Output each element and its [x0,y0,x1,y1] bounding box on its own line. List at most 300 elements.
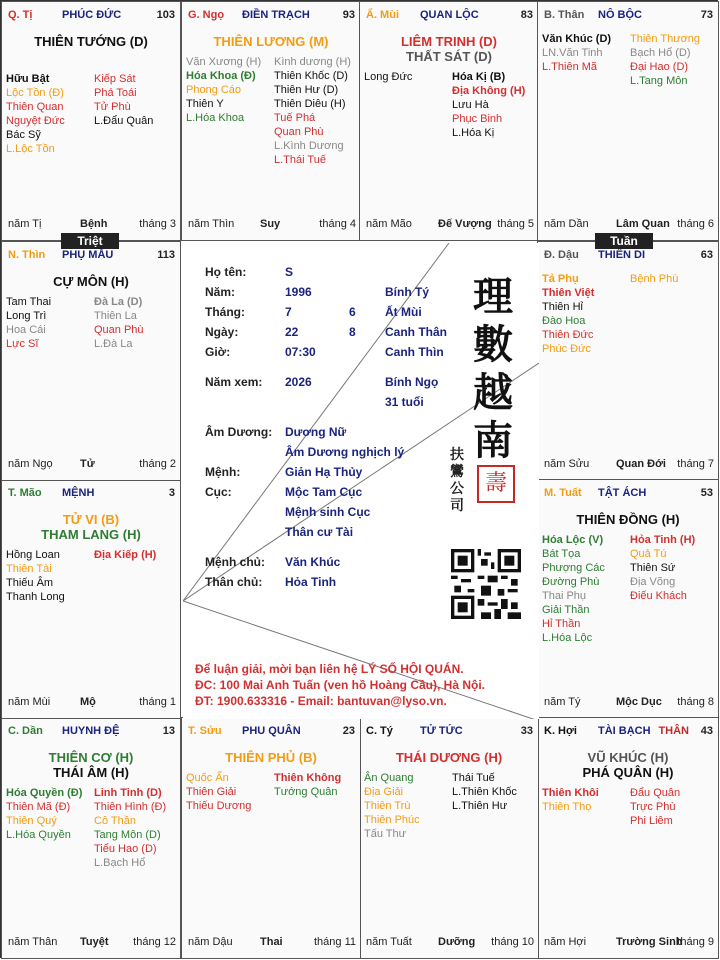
minor-star: L.Kình Dương [274,140,344,152]
palace-name: THIÊN DI [598,249,646,261]
palace-header [188,725,355,739]
palace-footer [8,936,176,950]
minor-star: Quan Phù [274,126,324,138]
main-stars [360,34,538,64]
minor-star: Quốc Ấn [186,772,229,784]
minor-star: Kiếp Sát [94,73,136,85]
minor-star: Thiên Giải [186,786,237,798]
palace-year: năm Hợi [544,936,587,948]
palace-footer [544,458,714,472]
minor-star: Bệnh Phù [630,273,679,285]
year-value: 1996 [285,285,312,299]
minor-star: Đẩu Quân [630,787,681,799]
palace-header [544,487,713,501]
minor-star: L.Thiên Khốc [452,786,517,798]
menh-chu-label: Mệnh chủ: [205,555,265,569]
minor-star: Địa Kiếp (H) [94,549,157,561]
trang-sinh-stage: Lâm Quan [616,218,670,230]
minor-star: L.Bạch Hổ [94,857,146,869]
palace-cell[interactable] [1,241,181,481]
am-duong-label: Âm Dương: [205,425,273,439]
main-star: VŨ KHÚC (H) [587,750,669,765]
minor-star: Quả Tú [630,548,667,560]
palace-footer [8,696,176,710]
minor-star-column [94,295,181,351]
trang-sinh-stage: Tuyệt [80,936,109,948]
minor-star: Phúc Đức [542,343,591,355]
minor-star: Thiếu Dương [186,800,252,812]
minor-star: Giải Thần [542,604,590,616]
contact-info [195,661,485,709]
palace-age-number: 23 [342,725,355,737]
minor-star: Phong Cáo [186,84,242,96]
palace-month: tháng 5 [497,218,534,230]
minor-star: Tấu Thư [364,828,407,840]
minor-star-column [630,32,718,88]
minor-star: LN.Văn Tinh [542,47,603,59]
main-star: THIÊN PHỦ (B) [225,750,317,765]
than-marker: THÂN [658,725,689,737]
minor-star: Cô Thần [94,815,136,827]
palace-year: năm Sửu [544,458,590,470]
main-star: LIÊM TRINH (D) [400,34,498,49]
minor-star-column [364,771,452,841]
logo-sub-3: 公 [450,481,464,497]
minor-star: L.Thái Tuế [274,154,326,166]
minor-star-column [274,55,361,167]
minor-star-column [542,272,630,356]
minor-star: Văn Khúc (D) [542,33,612,45]
minor-star: Hồng Loan [6,549,60,561]
palace-year: năm Ngọ [8,458,53,470]
minor-star: Thiên Thương [630,33,701,45]
minor-star: Lộc Tồn (Đ) [6,87,64,99]
palace-name: TẬT ÁCH [598,487,647,499]
palace-age-number: 103 [156,9,175,21]
palace-footer [544,218,714,232]
palace-cell[interactable] [537,717,719,959]
qr-code-icon[interactable] [451,549,521,619]
palace-year: năm Thân [8,936,58,948]
minor-star-column [364,70,452,84]
palace-header [8,9,175,23]
center-info-panel [183,243,539,719]
palace-name: PHỤ MẪU [62,249,114,261]
minor-star: Thiên Diêu (H) [274,98,346,110]
palace-name: HUYNH ĐỆ [62,725,120,737]
trang-sinh-stage: Bệnh [80,218,108,230]
palace-header [366,725,533,739]
palace-can-chi: T. Sửu [188,725,222,737]
triet-badge: Triệt [61,233,119,249]
minor-star: Kình dương (H) [274,56,351,68]
minor-star: L.Thiên Mã [542,61,598,73]
age-value: 31 tuổi [385,395,424,409]
main-star: THIÊN ĐỒNG (H) [576,512,680,527]
minor-star: Ân Quang [364,772,414,784]
palace-footer [188,218,356,232]
minor-star: Đào Hoa [542,315,586,327]
minor-star: Đại Hao (D) [630,61,689,73]
palace-age-number: 53 [700,487,713,499]
main-stars [182,750,360,765]
minor-star: Địa Võng [630,576,676,588]
minor-star: Thiên Khốc (D) [274,70,348,82]
contact-address: ĐC: 100 Mai Anh Tuấn (ven hồ Hoàng Cầu), Hà Nội. [195,678,486,692]
palace-cell[interactable] [537,1,719,241]
minor-star: Thiên Trù [364,800,411,812]
palace-can-chi: G. Ngọ [188,9,225,21]
minor-star: Thái Tuế [452,772,495,784]
minor-star: L.Thiên Hư [452,800,508,812]
minor-star: Thiên Quan [6,101,64,113]
minor-star: L.Lộc Tồn [6,143,55,155]
main-star: PHÁ QUÂN (H) [582,765,674,780]
palace-cell[interactable] [181,717,361,959]
main-stars [538,750,718,780]
palace-footer [8,218,176,232]
minor-star: Thiên Việt [542,287,595,299]
minor-star: Thiên Hư (D) [274,84,339,96]
main-stars [360,750,538,765]
palace-footer [366,936,534,950]
minor-star: Phục Binh [452,113,503,125]
palace-cell[interactable] [537,479,719,719]
hour-label: Giờ: [205,345,231,359]
minor-star: Thai Phụ [542,590,587,602]
ly-so-viet-nam-logo [468,273,518,465]
minor-star: Hỏa Tinh (H) [630,534,696,546]
palace-name: TỬ TỨC [420,725,463,737]
logo-char-4: 南 [473,417,513,464]
seal-char: 壽 [484,471,507,496]
minor-star: Thiếu Âm [6,577,54,589]
palace-month: tháng 11 [313,936,356,948]
minor-star: Đà La (D) [94,296,143,308]
minor-star: Nguyệt Đức [6,115,65,127]
red-seal-icon [477,465,515,503]
trang-sinh-stage: Mộc Dục [616,696,662,708]
minor-star-column [6,786,94,842]
palace-can-chi: Đ. Dậu [544,249,579,261]
palace-name: MỆNH [62,487,95,499]
day-label: Ngày: [205,325,239,339]
logo-sub-1: 扶 [450,447,464,463]
cuc-label: Cục: [205,485,232,499]
month-lunar: Ất Mùi [385,305,422,319]
minor-star: Phá Toái [94,87,137,99]
minor-star: Thiên Phúc [364,814,420,826]
minor-star: Long Trì [6,310,47,322]
minor-star: Tả Phụ [542,273,579,285]
minor-star-column [186,771,274,813]
palace-can-chi: Q. Tị [8,9,33,21]
palace-can-chi: C. Tý [366,725,393,737]
minor-star-column [452,771,539,813]
cuc-value: Mộc Tam Cục [285,485,363,499]
palace-age-number: 3 [168,487,175,499]
day-lunar-num: 8 [349,325,356,339]
palace-year: năm Tuất [366,936,412,948]
main-star: THIÊN CƠ (H) [48,750,134,765]
minor-star: Văn Xương (H) [186,56,262,68]
palace-cell[interactable] [1,479,181,719]
than-chu-value: Hỏa Tinh [285,575,337,589]
palace-age-number: 33 [520,725,533,737]
palace-header [544,725,713,739]
main-star: THÁI DƯƠNG (H) [395,750,503,765]
minor-star: Thiên Hỉ [542,301,583,313]
palace-cell[interactable] [1,717,181,959]
minor-star-column [6,548,94,604]
minor-star-column [274,771,361,799]
palace-can-chi: K. Hợi [544,725,577,737]
logo-sub-4: 司 [450,498,464,514]
minor-star: Hoa Cái [6,324,46,336]
palace-header [366,9,533,23]
minor-star: Hóa Kị (B) [452,71,506,83]
minor-star: Phượng Các [542,562,605,574]
minor-star: Thiên Đức [542,329,594,341]
minor-star: Địa Không (H) [452,85,526,97]
minor-star: Thiên Tài [6,563,52,575]
minor-star: Tử Phù [94,101,131,113]
logo-char-1: 理 [473,273,513,320]
minor-star-column [94,786,181,870]
minor-star: Linh Tinh (D) [94,787,162,799]
minor-star-column [186,55,274,125]
palace-footer [188,936,356,950]
menh-value: Giản Hạ Thủy [285,465,363,479]
minor-star: Thanh Long [6,591,65,603]
logo-char-2: 數 [473,321,513,368]
minor-star-column [94,548,181,562]
palace-month: tháng 6 [677,218,714,230]
minor-star: Tang Môn (D) [94,829,161,841]
palace-year: năm Mão [366,218,412,230]
main-star: CỰ MÔN (H) [53,274,129,289]
than-cu-note: Thân cư Tài [285,525,354,539]
palace-name: PHÚC ĐỨC [62,9,122,21]
minor-star: Địa Giải [364,786,404,798]
palace-month: tháng 3 [139,218,176,230]
month-lunar-num: 6 [349,305,356,319]
palace-cell[interactable] [181,1,361,241]
minor-star: Hỉ Thần [542,618,581,630]
palace-year: năm Dần [544,218,589,230]
name-label: Họ tên: [205,265,247,279]
minor-star: L.Đà La [94,338,133,350]
minor-star: Bát Tọa [542,548,581,560]
minor-star: Bạch Hổ (D) [630,47,691,59]
main-stars [538,512,718,527]
minor-star-column [542,533,630,645]
minor-star: Thiên Quý [6,815,57,827]
palace-month: tháng 4 [319,218,356,230]
month-label: Tháng: [205,305,245,319]
minor-star: Hóa Quyền (Đ) [6,787,83,799]
trang-sinh-stage: Thai [260,936,283,948]
minor-star-column [630,533,718,603]
palace-year: năm Thìn [188,218,235,230]
palace-month: tháng 10 [491,936,534,948]
view-year-lunar: Bính Ngọ [385,375,439,389]
palace-year: năm Mùi [8,696,51,708]
hour-value: 07:30 [285,345,316,359]
palace-cell[interactable] [359,1,539,241]
day-lunar: Canh Thân [385,325,447,339]
palace-header [8,725,175,739]
minor-star-column [630,786,718,828]
palace-name: PHU QUÂN [242,725,301,737]
am-duong-value: Dương Nữ [285,425,347,439]
minor-star: Tướng Quân [274,786,338,798]
palace-month: tháng 8 [677,696,714,708]
palace-name: TÀI BẠCH [598,725,651,737]
palace-cell[interactable] [537,241,719,481]
palace-age-number: 13 [162,725,175,737]
year-label: Năm: [205,285,236,299]
trang-sinh-stage: Trường Sinh [616,936,683,948]
day-value: 22 [285,325,299,339]
logo-subtext [445,447,469,515]
main-star: THẤT SÁT (D) [406,49,492,64]
contact-phone-email[interactable]: ĐT: 1900.633316 - Email: bantuvan@lyso.vn. [195,694,447,708]
year-lunar: Bính Tý [385,285,429,299]
trang-sinh-stage: Đế Vượng [438,218,492,230]
minor-star: L.Hóa Quyền [6,829,71,841]
palace-age-number: 63 [700,249,713,261]
month-value: 7 [285,305,292,319]
main-stars [2,512,180,542]
minor-star: Thiên Sứ [630,562,676,574]
minor-star: L.Đẩu Quân [94,115,154,127]
palace-month: tháng 1 [139,696,176,708]
palace-footer [366,218,534,232]
palace-footer [544,936,714,950]
trang-sinh-stage: Dưỡng [438,936,476,948]
minor-star: Thiên Hình (Đ) [94,801,167,813]
palace-year: năm Tị [8,218,42,230]
palace-can-chi: N. Thìn [8,249,46,261]
main-star: THÁI ÂM (H) [53,765,129,780]
palace-age-number: 93 [342,9,355,21]
palace-month: tháng 7 [677,458,714,470]
minor-star-column [94,72,181,128]
palace-can-chi: Ấ. Mùi [366,9,399,21]
minor-star-column [542,32,630,74]
am-duong-note: Âm Dương nghịch lý [285,445,405,459]
palace-can-chi: B. Thân [544,9,585,21]
minor-star: Long Đức [364,71,413,83]
minor-star: L.Hóa Khoa [186,112,245,124]
trang-sinh-stage: Quan Đới [616,458,666,470]
palace-age-number: 73 [700,9,713,21]
palace-header [188,9,355,23]
contact-line-1: Để luận giải, mời bạn liên hệ LÝ SỐ HỘI QUÁN. [195,662,464,676]
logo-char-3: 越 [473,369,513,416]
minor-star: L.Hóa Lộc [542,632,593,644]
palace-cell[interactable] [1,1,181,241]
palace-month: tháng 2 [139,458,176,470]
minor-star: Lực Sĩ [6,338,39,350]
minor-star: Thiên Mã (Đ) [6,801,71,813]
minor-star: Thiên La [94,310,137,322]
palace-name: QUAN LỘC [420,9,479,21]
view-year-label: Năm xem: [205,375,263,389]
main-stars [182,34,360,49]
palace-year: năm Tý [544,696,581,708]
palace-header [8,249,175,263]
view-year-value: 2026 [285,375,312,389]
palace-age-number: 113 [157,249,175,261]
minor-star: Hữu Bật [6,73,50,85]
minor-star: Tam Thai [6,296,52,308]
palace-month: tháng 9 [677,936,714,948]
main-star: THAM LANG (H) [41,527,141,542]
menh-label: Mệnh: [205,465,241,479]
minor-star: Tiểu Hao (D) [94,843,157,855]
minor-star: Tuế Phá [274,112,316,124]
palace-name: ĐIỀN TRẠCH [242,9,310,21]
palace-header [544,9,713,23]
logo-sub-2: 鸞 [450,464,464,480]
menh-chu-value: Văn Khúc [285,555,341,569]
minor-star: Trực Phù [630,801,676,813]
main-star: THIÊN LƯƠNG (M) [213,34,329,49]
than-chu-label: Thân chủ: [205,575,263,589]
minor-star: Thiên Y [186,98,224,110]
palace-age-number: 43 [700,725,713,737]
palace-cell[interactable] [359,717,539,959]
minor-star: Thiên Không [274,772,342,784]
palace-can-chi: C. Dần [8,725,43,737]
main-stars [2,750,180,780]
minor-star: Quan Phù [94,324,144,336]
hour-lunar: Canh Thìn [385,345,444,359]
minor-star: Điếu Khách [630,590,687,602]
palace-can-chi: T. Mão [8,487,42,499]
minor-star: L.Hóa Kị [452,127,495,139]
minor-star-column [6,72,94,156]
trang-sinh-stage: Mộ [80,696,96,708]
minor-star: Hóa Khoa (Đ) [186,70,256,82]
palace-footer [544,696,714,710]
cuc-note: Mệnh sinh Cục [285,505,371,519]
minor-star: Thiên Khôi [542,787,599,799]
main-stars [2,274,180,289]
minor-star: Thiên Thọ [542,801,592,813]
main-star: THIÊN TƯỚNG (D) [34,34,148,49]
palace-name: NÔ BỘC [598,9,642,21]
palace-month: tháng 12 [133,936,176,948]
minor-star: Lưu Hà [452,99,489,111]
name-value: S [285,265,294,279]
minor-star: Bác Sỹ [6,129,41,141]
minor-star-column [630,272,718,286]
trang-sinh-stage: Suy [260,218,281,230]
minor-star: L.Tang Môn [630,75,688,87]
minor-star-column [452,70,539,140]
minor-star-column [542,786,630,814]
minor-star: Phi Liêm [630,815,673,827]
minor-star-column [6,295,94,351]
palace-footer [8,458,176,472]
main-star: TỬ VI (B) [62,512,120,527]
palace-header [544,249,713,263]
tuan-badge: Tuần [595,233,653,249]
palace-header [8,487,175,501]
